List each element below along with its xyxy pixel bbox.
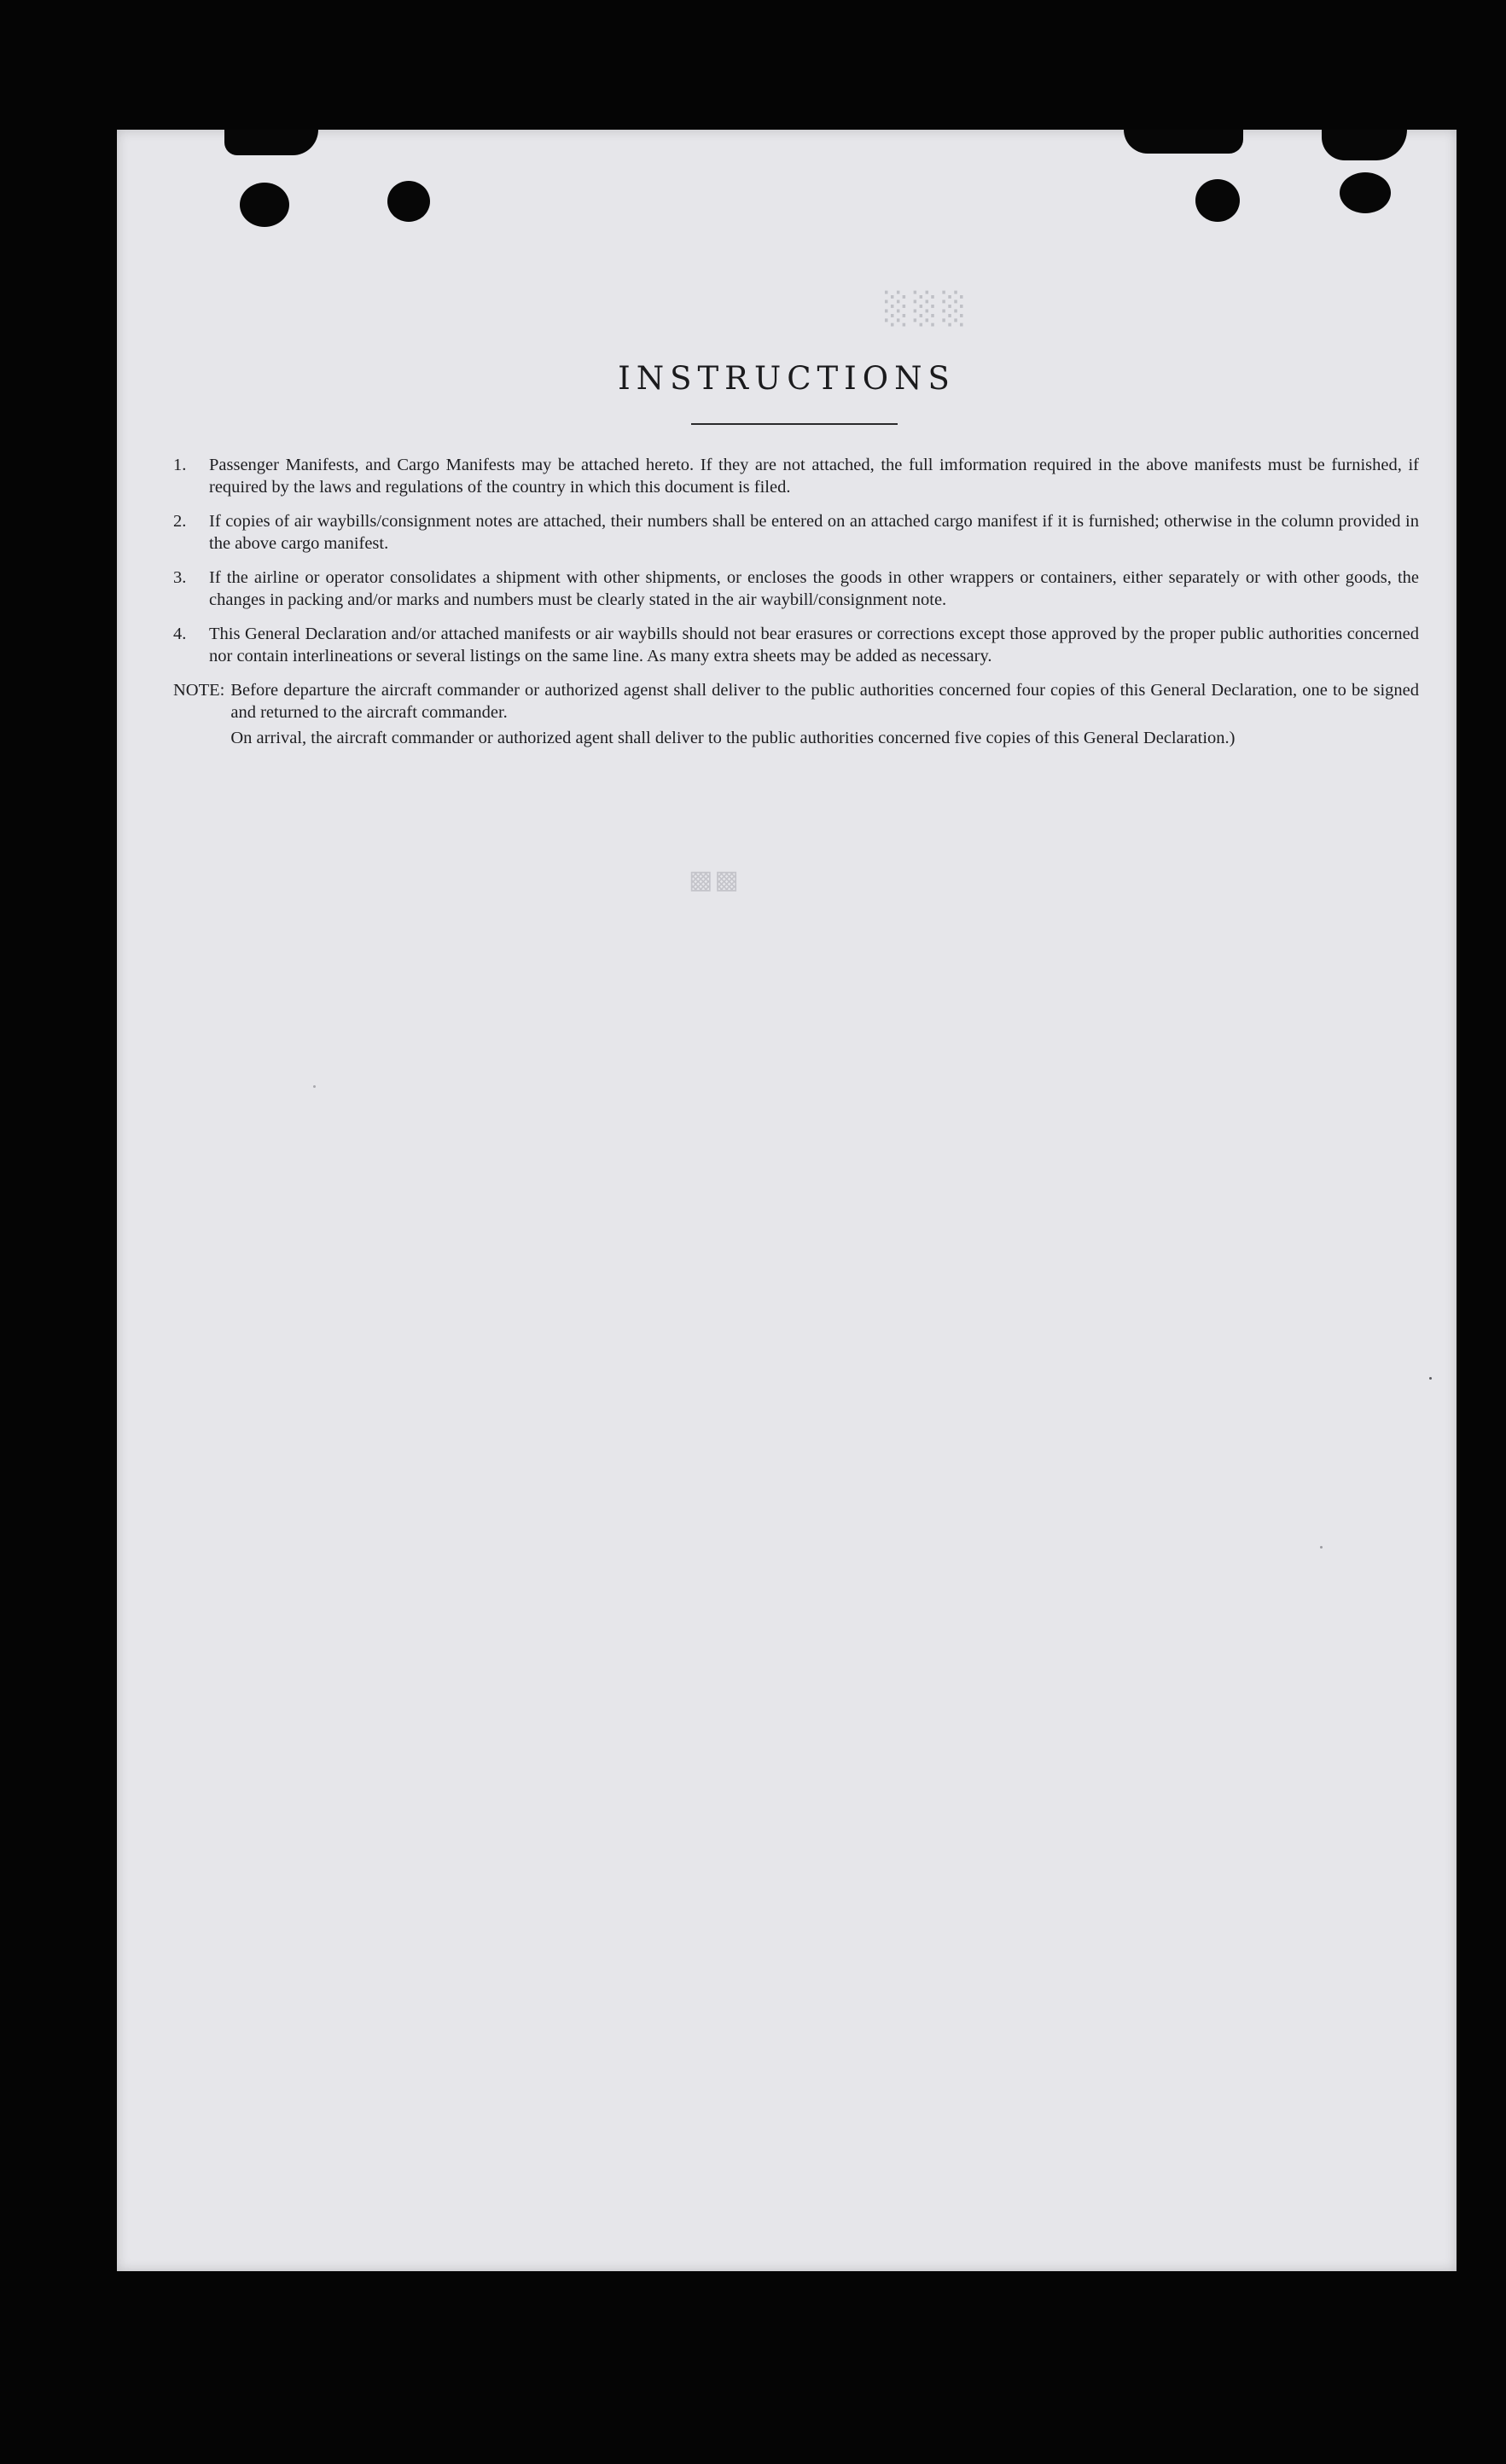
punch-hole-left-2 <box>387 181 430 222</box>
punch-hole-right-1 <box>1195 179 1240 222</box>
punch-hole-right-2 <box>1340 172 1391 213</box>
torn-edge-top-far-right <box>1322 130 1407 160</box>
torn-edge-top-right <box>1124 130 1243 154</box>
instruction-item <box>173 567 1419 611</box>
note-label: NOTE: <box>173 681 225 700</box>
item-number: 3. <box>173 568 187 587</box>
item-text: Passenger Manifests, and Cargo Manifests may be attached hereto. If they are not attached, the full imformation required in the above manifests must be furnished, if required by the laws and regulations of the country in which this document is filed. <box>209 456 1419 497</box>
item-number: 4. <box>173 625 187 643</box>
page-title: INSTRUCTIONS <box>618 360 956 397</box>
item-text: If copies of air waybills/consignment notes are attached, their numbers shall be entered on an attached cargo manifest if it is furnished; otherwise in the column provided in the above cargo manifest. <box>209 512 1419 553</box>
document-sheet <box>117 130 1457 2271</box>
title-underline <box>691 423 898 425</box>
instruction-item <box>173 510 1419 555</box>
faint-stamp-mark: ▩▩ <box>689 865 741 895</box>
item-text: If the airline or operator consolidates a shipment with other shipments, or encloses the goods in other wrappers or containers, either separately or with other goods, the changes in packing and/or marks and numbers must be clearly stated in the air waybill/consignment note. <box>209 568 1419 609</box>
note-body <box>230 679 1419 749</box>
dust-speck <box>313 1085 316 1088</box>
dust-speck <box>1320 1546 1323 1549</box>
instructions-list <box>173 454 1419 749</box>
note-paragraph-arrival: On arrival, the aircraft commander or authorized agent shall deliver to the public authorities concerned five copies of this General Declaration.) <box>230 729 1236 747</box>
item-number: 2. <box>173 512 187 531</box>
item-number: 1. <box>173 456 187 474</box>
note-paragraph-departure: Before departure the aircraft commander or authorized agenst shall deliver to the public authorities concerned four copies of this General Declaration, one to be signed and returned to the aircraft commander. <box>230 681 1419 722</box>
instruction-item <box>173 454 1419 498</box>
torn-edge-top-left <box>224 130 318 155</box>
item-text: This General Declaration and/or attached manifests or air waybills should not bear erasures or corrections except those approved by the proper public authorities concerned nor contain interlineations or several listings on the same line. As many extra sheets may be added as necessary. <box>209 625 1419 665</box>
instruction-item <box>173 623 1419 667</box>
dust-speck <box>1429 1377 1432 1380</box>
bleed-through-marks: ░░░ <box>885 292 972 327</box>
note-block <box>173 679 1419 749</box>
punch-hole-left-1 <box>240 183 289 227</box>
